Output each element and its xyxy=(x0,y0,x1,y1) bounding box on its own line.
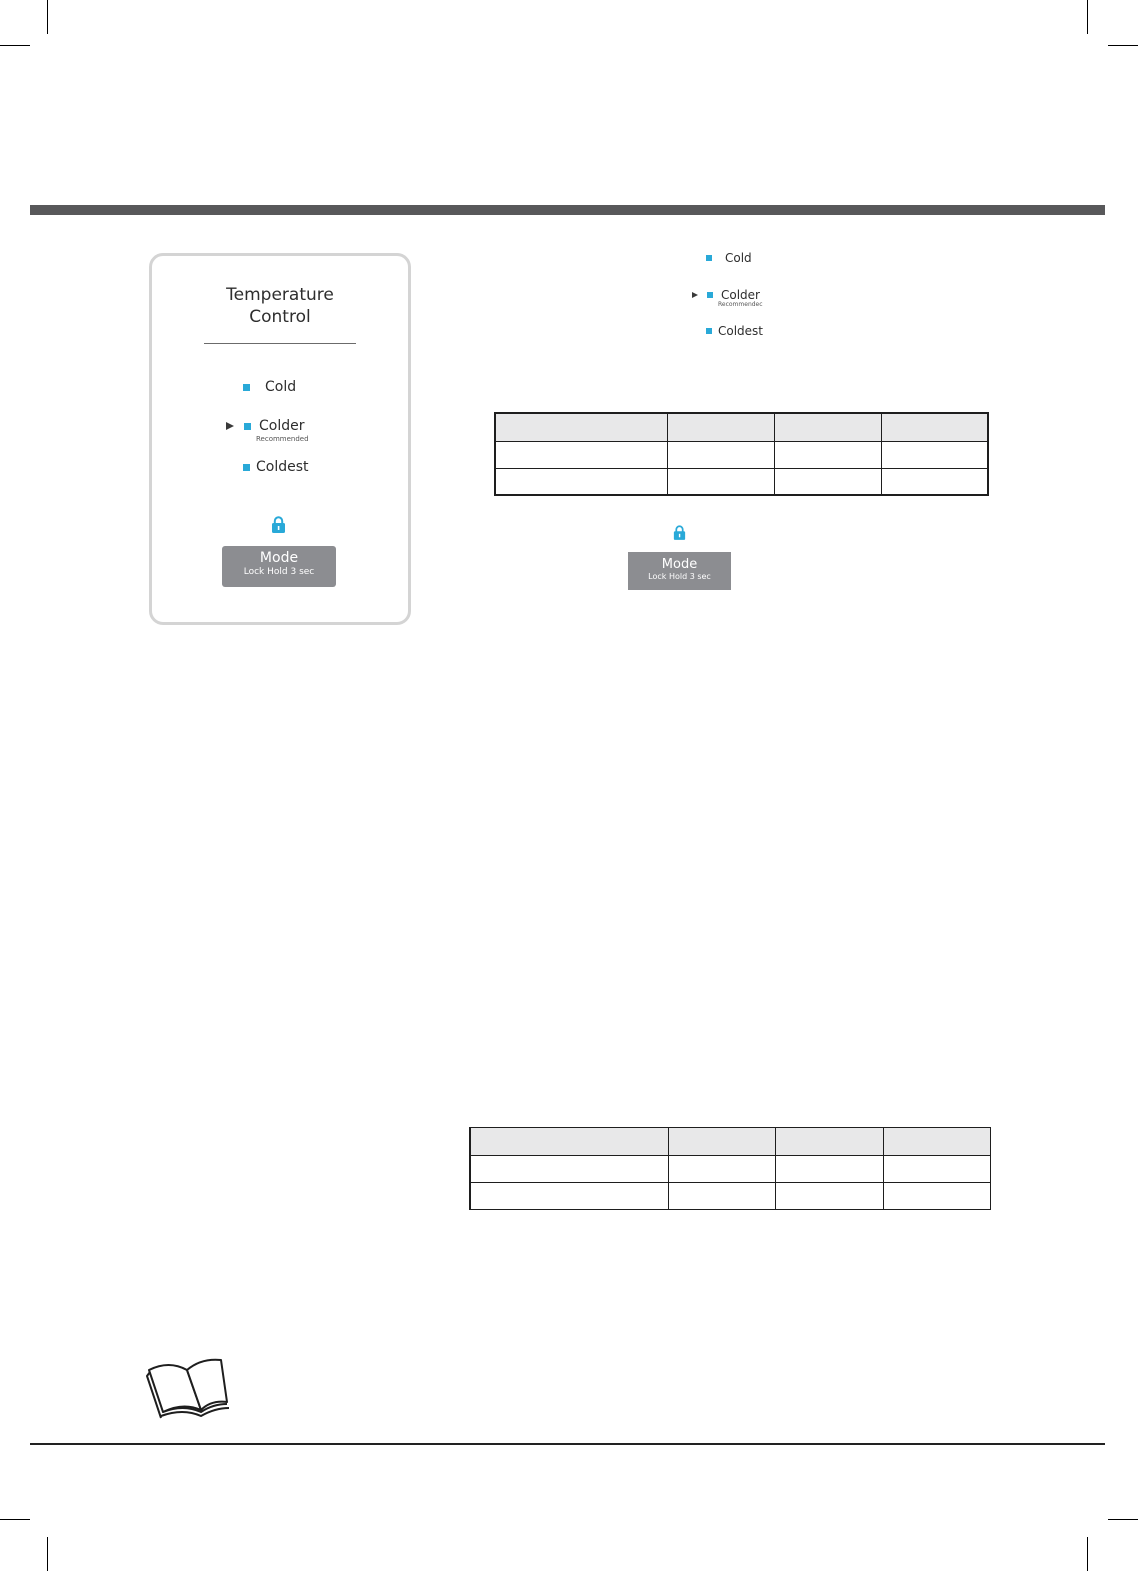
table-cell xyxy=(774,413,881,441)
recommended-label: Recommended xyxy=(256,435,309,443)
lock-icon xyxy=(673,525,686,540)
table-cell xyxy=(881,441,988,468)
table-row xyxy=(495,468,988,495)
table-cell xyxy=(495,468,667,495)
option-label: Colder xyxy=(721,288,760,302)
table-row xyxy=(470,1183,991,1210)
option-label: Cold xyxy=(725,251,752,265)
square-indicator-icon xyxy=(706,255,712,261)
table-cell xyxy=(495,441,667,468)
table-cell xyxy=(774,468,881,495)
square-indicator-icon xyxy=(243,464,250,471)
option-label: Colder xyxy=(259,418,305,434)
crop-mark xyxy=(1087,1537,1088,1571)
crop-mark xyxy=(47,0,48,34)
crop-mark xyxy=(0,1519,30,1520)
table-cell xyxy=(881,413,988,441)
crop-mark xyxy=(1108,45,1138,46)
table-cell xyxy=(668,1128,775,1156)
option-label: Coldest xyxy=(718,324,764,338)
table-cell xyxy=(470,1156,668,1183)
table-cell xyxy=(883,1156,991,1183)
square-indicator-icon xyxy=(243,384,250,391)
detail-option-cold xyxy=(706,251,752,265)
table-cell xyxy=(883,1183,991,1210)
table-cell xyxy=(668,1183,775,1210)
footer-rule xyxy=(30,1443,1105,1445)
table-cell xyxy=(775,1156,883,1183)
lock-icon xyxy=(271,516,286,533)
option-label: Coldest xyxy=(256,459,309,475)
table-cell xyxy=(774,441,881,468)
crop-mark xyxy=(0,45,30,46)
open-book-icon xyxy=(143,1350,233,1422)
option-colder[interactable] xyxy=(226,418,305,434)
option-coldest[interactable] xyxy=(243,459,309,475)
table-header-row xyxy=(495,413,988,441)
table-cell xyxy=(667,468,774,495)
option-cold[interactable] xyxy=(243,379,296,395)
recommended-label: Recommendec xyxy=(718,301,763,308)
crop-mark xyxy=(1087,0,1088,34)
detail-option-colder xyxy=(692,288,760,302)
panel-title: Temperature Control xyxy=(226,285,334,327)
table-cell xyxy=(667,413,774,441)
square-indicator-icon xyxy=(707,292,713,298)
square-indicator-icon xyxy=(706,328,712,334)
table-cell xyxy=(667,441,774,468)
table-header-row xyxy=(470,1128,991,1156)
table-row xyxy=(470,1156,991,1183)
selected-arrow-icon xyxy=(692,292,698,298)
header-bar xyxy=(30,205,1105,215)
settings-table xyxy=(494,412,989,496)
mode-button: Mode Lock Hold 3 sec xyxy=(628,552,731,590)
detail-option-coldest xyxy=(706,324,763,338)
square-indicator-icon xyxy=(244,423,251,430)
table-cell xyxy=(881,468,988,495)
table-cell xyxy=(495,413,667,441)
table-cell xyxy=(470,1183,668,1210)
option-label: Cold xyxy=(265,379,297,395)
table-row xyxy=(495,441,988,468)
selected-arrow-icon xyxy=(226,422,234,430)
temperature-control-panel xyxy=(149,253,411,625)
crop-mark xyxy=(47,1537,48,1571)
table-cell xyxy=(668,1156,775,1183)
panel-divider xyxy=(204,343,356,344)
settings-table xyxy=(469,1127,991,1210)
table-cell xyxy=(775,1128,883,1156)
crop-mark xyxy=(1108,1519,1138,1520)
table-cell xyxy=(775,1183,883,1210)
mode-button[interactable]: Mode Lock Hold 3 sec xyxy=(222,546,336,587)
table-cell xyxy=(883,1128,991,1156)
table-cell xyxy=(470,1128,668,1156)
